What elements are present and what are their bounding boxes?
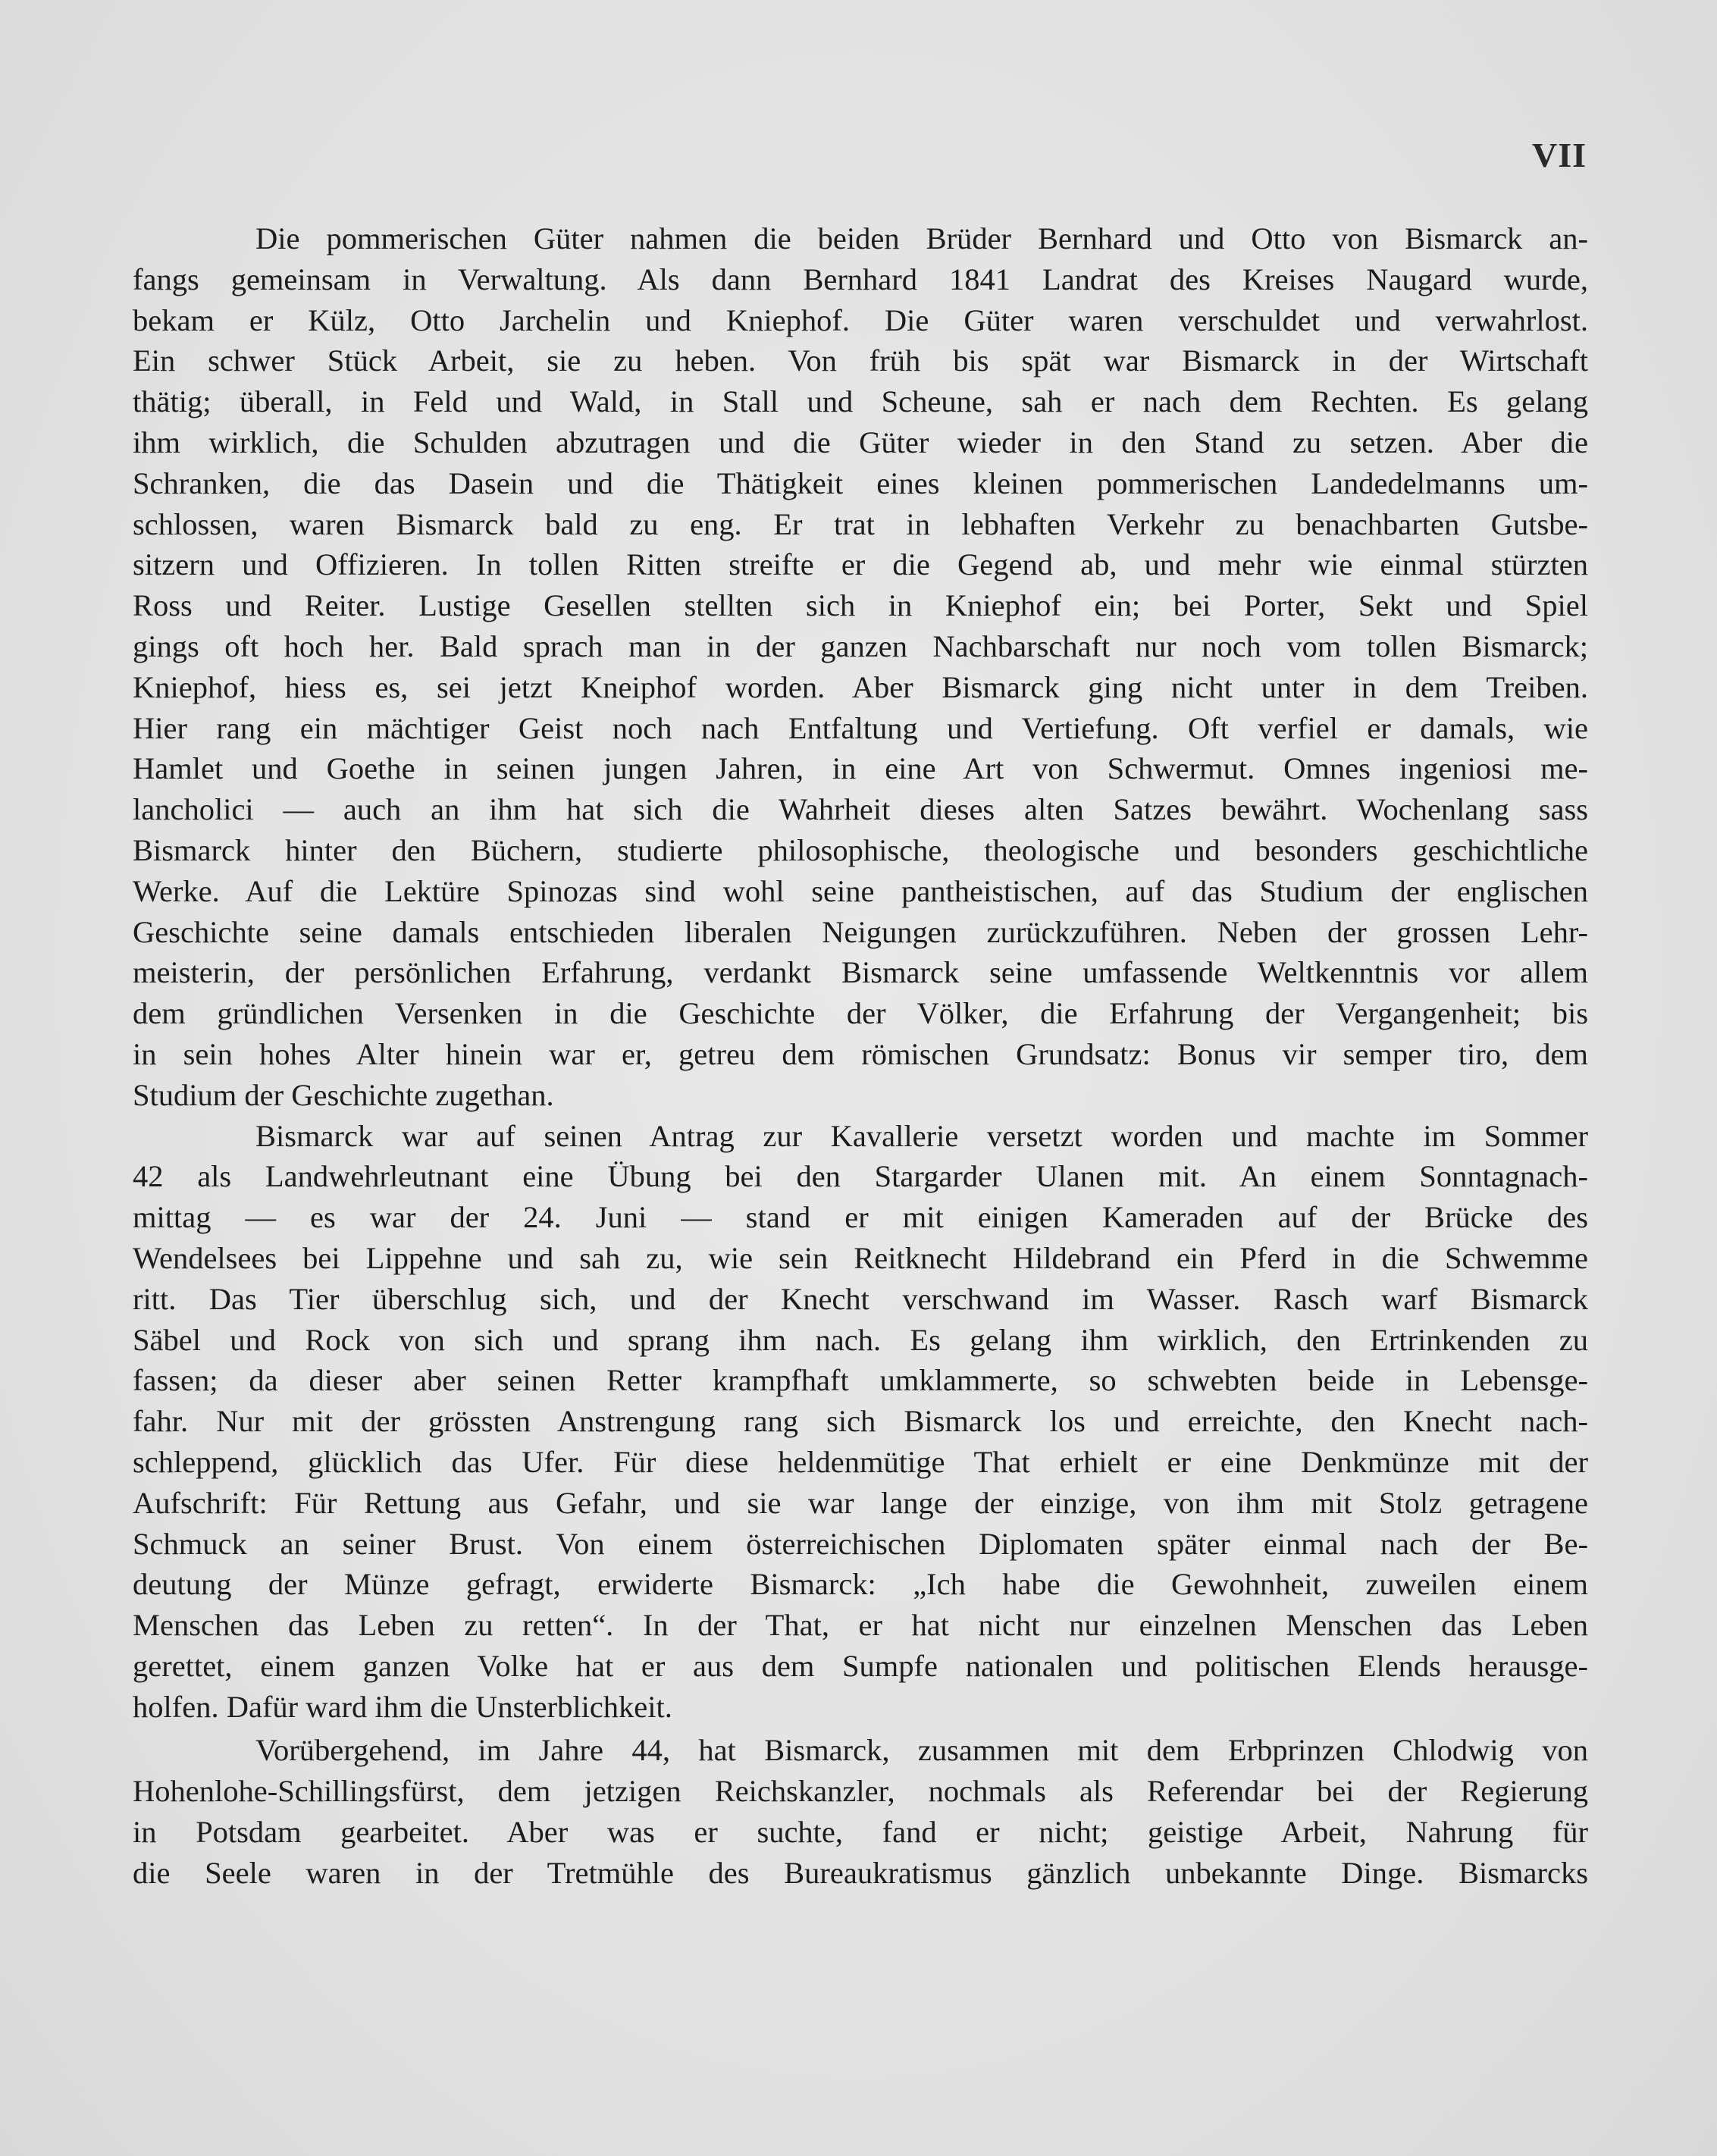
body-text: [133, 218, 1588, 1894]
text-line: bekam er Külz, Otto Jarchelin und Kniephof. Die Güter waren verschuldet und verwahrlost.: [133, 302, 1588, 337]
page-number: VII: [1531, 136, 1587, 174]
text-line: Säbel und Rock von sich und sprang ihm nach. Es gelang ihm wirklich, den Ertrinkenden zu: [133, 1322, 1588, 1357]
text-line: deutung der Münze gefragt, erwiderte Bismarck: „Ich habe die Gewohnheit, zuweilen einem: [133, 1567, 1588, 1602]
paragraph: [133, 1730, 1588, 1893]
text-line: schlossen, waren Bismarck bald zu eng. Er trat in lebhaften Verkehr zu benachbarten Gutsbe-: [133, 506, 1588, 541]
text-line: Werke. Auf die Lektüre Spinozas sind wohl seine pantheistischen, auf das Studium der englischen: [133, 873, 1588, 908]
text-line: Aufschrift: Für Rettung aus Gefahr, und sie war lange der einzige, von ihm mit Stolz getragene: [133, 1485, 1588, 1520]
text-line: 42 als Landwehrleutnant eine Übung bei den Stargarder Ulanen mit. An einem Sonntagnach-: [133, 1159, 1588, 1194]
text-line: lancholici — auch an ihm hat sich die Wahrheit dieses alten Satzes bewährt. Wochenlang sass: [133, 792, 1588, 827]
text-line: in Potsdam gearbeitet. Aber was er suchte, fand er nicht; geistige Arbeit, Nahrung für: [133, 1815, 1588, 1850]
text-line: gings oft hoch her. Bald sprach man in der ganzen Nachbarschaft nur noch vom tollen Bismarck;: [133, 628, 1588, 663]
text-line: Vorübergehend, im Jahre 44, hat Bismarck, zusammen mit dem Erbprinzen Chlodwig von: [255, 1733, 1588, 1768]
text-line: holfen. Dafür ward ihm die Unsterblichkeit.: [133, 1689, 672, 1724]
text-line: Kniephof, hiess es, sei jetzt Kneiphof worden. Aber Bismarck ging nicht unter in dem Treiben.: [133, 669, 1588, 704]
text-line: dem gründlichen Versenken in die Geschichte der Völker, die Erfahrung der Vergangenheit; bis: [133, 996, 1588, 1031]
text-line: meisterin, der persönlichen Erfahrung, verdankt Bismarck seine umfassende Weltkenntnis vor allem: [133, 955, 1588, 990]
text-line: fassen; da dieser aber seinen Retter krampfhaft umklammerte, so schwebten beide in Lebensge-: [133, 1363, 1588, 1398]
text-line: Schmuck an seiner Brust. Von einem österreichischen Diplomaten später einmal nach der Be-: [133, 1526, 1588, 1561]
text-line: mittag — es war der 24. Juni — stand er mit einigen Kameraden auf der Brücke des: [133, 1200, 1588, 1235]
text-line: schleppend, glücklich das Ufer. Für diese heldenmütige That erhielt er eine Denkmünze mit der: [133, 1444, 1588, 1479]
text-line: Wendelsees bei Lippehne und sah zu, wie sein Reitknecht Hildebrand ein Pferd in die Schwemme: [133, 1240, 1588, 1275]
text-line: Ross und Reiter. Lustige Gesellen stellten sich in Kniephof ein; bei Porter, Sekt und Spiel: [133, 588, 1588, 623]
text-line: ihm wirklich, die Schulden abzutragen und die Güter wieder in den Stand zu setzen. Aber die: [133, 425, 1588, 459]
text-line: in sein hohes Alter hinein war er, getreu dem römischen Grundsatz: Bonus vir semper tiro, dem: [133, 1036, 1588, 1071]
text-line: fangs gemeinsam in Verwaltung. Als dann Bernhard 1841 Landrat des Kreises Naugard wurde,: [133, 262, 1588, 296]
paragraph: [133, 1116, 1588, 1728]
paragraph: [133, 218, 1588, 1116]
text-line: sitzern und Offizieren. In tollen Ritten streifte er die Gegend ab, und mehr wie einmal stürzten: [133, 547, 1588, 582]
text-line: thätig; überall, in Feld und Wald, in Stall und Scheune, sah er nach dem Rechten. Es gelang: [133, 384, 1588, 419]
text-line: Menschen das Leben zu retten“. In der That, er hat nicht nur einzelnen Menschen das Leben: [133, 1608, 1588, 1643]
text-line: Schranken, die das Dasein und die Thätigkeit eines kleinen pommerischen Landedelmanns um-: [133, 465, 1588, 500]
text-line: Ein schwer Stück Arbeit, sie zu heben. Von früh bis spät war Bismarck in der Wirtschaft: [133, 343, 1588, 378]
text-line: Die pommerischen Güter nahmen die beiden Brüder Bernhard und Otto von Bismarck an-: [255, 221, 1588, 255]
text-line: Geschichte seine damals entschieden liberalen Neigungen zurückzuführen. Neben der grossen Lehr-: [133, 914, 1588, 949]
text-line: fahr. Nur mit der grössten Anstrengung rang sich Bismarck los und erreichte, den Knecht nach-: [133, 1404, 1588, 1439]
text-line: Bismarck war auf seinen Antrag zur Kavallerie versetzt worden und machte im Sommer: [255, 1118, 1588, 1153]
text-line: Bismarck hinter den Büchern, studierte philosophische, theologische und besonders geschichtliche: [133, 832, 1588, 867]
text-line: die Seele waren in der Tretmühle des Bureaukratismus gänzlich unbekannte Dinge. Bismarcks: [133, 1855, 1588, 1890]
text-line: Hohenlohe-Schillingsfürst, dem jetzigen Reichskanzler, nochmals als Referendar bei der Regierung: [133, 1774, 1588, 1809]
text-line: ritt. Das Tier überschlug sich, und der Knecht verschwand im Wasser. Rasch warf Bismarck: [133, 1281, 1588, 1316]
text-line: gerettet, einem ganzen Volke hat er aus dem Sumpfe nationalen und politischen Elends herausge-: [133, 1648, 1588, 1683]
text-line: Hier rang ein mächtiger Geist noch nach Entfaltung und Vertiefung. Oft verfiel er damals, wie: [133, 710, 1588, 745]
text-line: Hamlet und Goethe in seinen jungen Jahren, in eine Art von Schwermut. Omnes ingeniosi me-: [133, 751, 1588, 786]
text-line: Studium der Geschichte zugethan.: [133, 1077, 554, 1112]
